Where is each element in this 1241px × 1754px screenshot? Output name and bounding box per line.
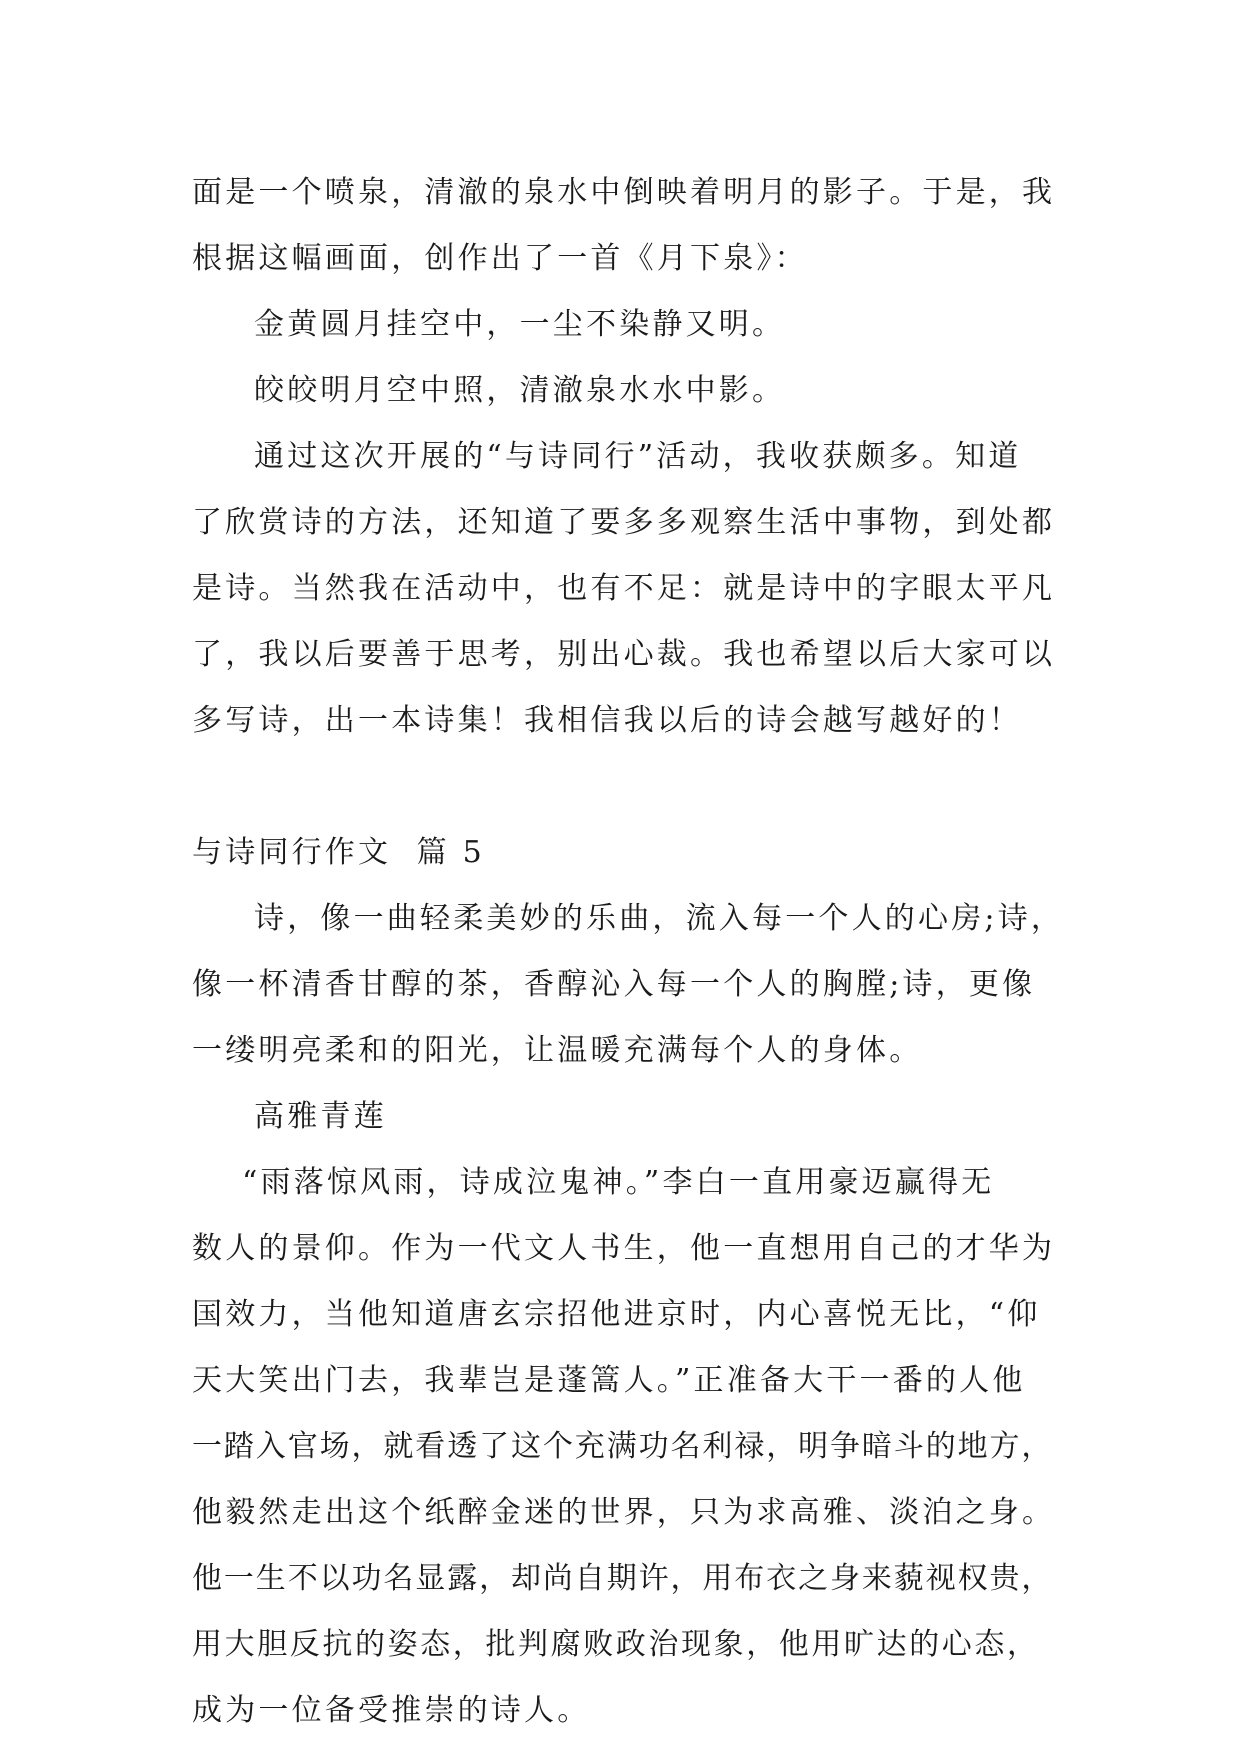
- paragraph-line: 用大胆反抗的姿态，批判腐败政治现象，他用旷达的心态，: [192, 1627, 1040, 1662]
- paragraph-line: “雨落惊风雨，诗成泣鬼神。”李白一直用豪迈赢得无: [242, 1165, 995, 1200]
- paragraph-line: 根据这幅画面，创作出了一首《月下泉》：: [192, 241, 808, 276]
- paragraph-line: 像一杯清香甘醇的茶，香醇沁入每一个人的胸膛;诗，更像: [192, 967, 1036, 1002]
- paragraph-line: 成为一位备受推崇的诗人。: [192, 1693, 591, 1728]
- poem-line: 皎皎明月空中照，清澈泉水水中影。: [254, 373, 786, 408]
- paragraph-line: 一踏入官场，就看透了这个充满功名利禄，明争暗斗的地方，: [192, 1429, 1054, 1464]
- document-page: [192, 160, 1065, 1744]
- paragraph-line: 是诗。当然我在活动中，也有不足：就是诗中的字眼太平凡: [192, 571, 1056, 606]
- paragraph-line: 了欣赏诗的方法，还知道了要多多观察生活中事物，到处都: [192, 505, 1056, 540]
- paragraph-line: 一缕明亮柔和的阳光，让温暖充满每个人的身体。: [192, 1033, 923, 1068]
- paragraph-line: 国效力，当他知道唐玄宗招他进京时，内心喜悦无比，“仰: [192, 1297, 1041, 1332]
- paragraph-line: 通过这次开展的“与诗同行”活动，我收获颇多。知道: [254, 439, 1022, 474]
- section-heading: 与诗同行作文 篇 5: [192, 835, 485, 870]
- paragraph-line: 多写诗，出一本诗集！我相信我以后的诗会越写越好的！: [192, 703, 1022, 738]
- paragraph-line: 数人的景仰。作为一代文人书生，他一直想用自己的才华为: [192, 1231, 1056, 1266]
- paragraph-line: 诗，像一曲轻柔美妙的乐曲，流入每一个人的心房;诗，: [254, 901, 1065, 936]
- paragraph-line: 了，我以后要善于思考，别出心裁。我也希望以后大家可以: [192, 637, 1056, 672]
- paragraph-line: 天大笑出门去，我辈岂是蓬篙人。”正准备大干一番的人他: [192, 1363, 1026, 1398]
- paragraph-line: 他毅然走出这个纸醉金迷的世界，只为求高雅、淡泊之身。: [192, 1495, 1056, 1530]
- section-spacer: [192, 754, 1054, 820]
- paragraph-line: 面是一个喷泉，清澈的泉水中倒映着明月的影子。于是，我: [192, 175, 1056, 210]
- poem-line: 金黄圆月挂空中，一尘不染静又明。: [254, 307, 786, 342]
- subheading: 高雅青莲: [254, 1099, 387, 1134]
- paragraph-line: 他一生不以功名显露，却尚自期许，用布衣之身来藐视权贵，: [192, 1561, 1054, 1596]
